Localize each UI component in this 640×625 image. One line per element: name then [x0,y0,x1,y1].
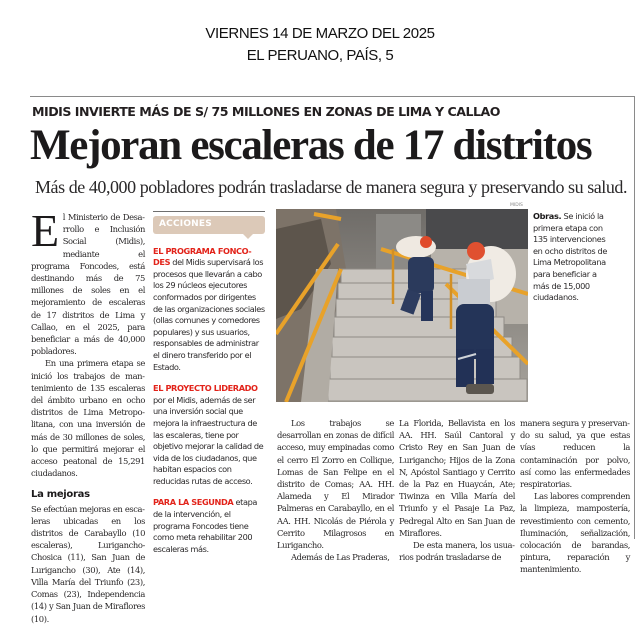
caption-text: Se inició la primera etapa con 135 intervenciones en ocho distritos de Lima Metropolitana para beneficiar a más de 15,000 ciudadanos. [533,211,608,303]
sidebar-item-lead: PARA LA SEGUNDA [153,497,234,508]
photo-workers-on-stairs [276,209,528,402]
sidebar-acciones [153,211,265,565]
sidebar-item [153,497,265,555]
body-paragraph-5-cont: La Florida, Bellavista en los AA. HH. Saúl Cantoral y Cristo Rey en San Juan de Lurigancho; Hijos de la Zona N, Apóstol Santiago y Cerrito de la Paz en Huaycán, Ate; Tiwinza en Villa María del Triunfo y el Pasaje La Paz, Pedregal Alto en San Juan de Miraflores. [399,418,515,538]
drop-cap: E [31,205,59,256]
sidebar-item-lead: EL PROYECTO LIDERADO [153,383,258,394]
sidebar-item-lead: EL PROGRAMA FONCODES [153,245,252,268]
body-paragraph-4: Los trabajos se desarrollan en zonas de difícil acceso, muy empinadas como el cerro El Zorro en Collique, Lomas de San Felipe en el distrito de Comas; AA. HH. Alameda y El Mirador Palmeras en Carabayllo, en el AA. HH. Nicolás de Piérola y Cerrito Milagrosos en Lurigancho. [277,418,394,551]
body-paragraph-3: Se efectúan mejoras en escaleras ubicadas en los distritos de Carabayllo (10 escaleras), Lurigancho-Chosica (11), San Juan de Lurigancho (30), Ate (14), Villa María del Triunfo (23), Comas (23), Independencia (14) y San Juan de Miraflores (10). [31,503,145,624]
photo-caption [533,211,609,304]
body-column-1 [31,205,145,625]
article-deck: Más de 40,000 pobladores podrán trasladarse de manera segura y preservando su salud. [35,177,627,197]
article-headline: Mejoran escaleras de 17 distritos [30,122,592,169]
top-divider [30,96,634,97]
sidebar-item-text: etapa de la intervención, el programa Foncodes tiene como meta rehabilitar 200 escaleras más. [153,497,258,554]
sidebar-item-text: por el Midis, además de ser una inversión social que mejora la infraestructura de las escaleras, tiene por objetivo mejorar la calidad de vida de los ciudadanos, que habitan espacios con reducidas rutas de acceso. [153,394,264,486]
body-column-5 [520,417,630,576]
body-paragraph-6-cont: manera segura y preservando su salud, ya que estas vías reducen la contaminación por polvo, así como las enfermеdades respiratorias. [520,418,630,490]
body-paragraph-1: l Ministerio de Desarrollo e Inclusión Social (Midis), mediante el programa Foncodes, está destinando más de 75 millones de soles en el mejoramiento de escaleras de 17 distritos de Lima y Callao, en el 2025, para beneficiar a más de 40,000 pobladores. [31,212,145,357]
right-divider [634,96,635,539]
subhead-la-mejoras: La mejoras [31,489,90,501]
photo-credit: MIDIS [510,203,523,208]
sidebar-rule [153,211,265,212]
sidebar-item [153,383,265,487]
sidebar-item-text: del Midis supervisará los procesos que llevarán a cabo los 29 núcleos ejecutores conformados por dirigentes de las organizaciones sociales (ollas comunes y comedores populares) y sus usuarios, responsables de administrar el dinero transferido por el Estado. [153,257,265,372]
body-paragraph-6-start: De esta manera, los usuarios podrán trasladarse de [399,540,515,563]
body-paragraph-2: En una primera etapa se inició los trabajos de mantenimiento de 135 escaleras del ámbito urbano en ocho distritos de Lima Metropolitana, con una inversión de más de 30 millones de soles, lo que permitirá mejorar el acceso peatonal de 15,291 ciudadanos. [31,358,145,479]
body-column-3 [277,417,394,563]
body-column-4 [399,417,515,563]
body-paragraph-7: Las labores comprenden la limpieza, mampostería, revestimiento con cemento, Iluminación, señalización, colocación de barandas, pintura, reparación y mantenimiento. [520,491,630,575]
sidebar-tab-acciones: ACCIONES [153,216,265,234]
article-kicker: MIDIS INVIERTE MÁS DE S/ 75 MILLONES EN ZONAS DE LIMA Y CALLAO [32,104,500,119]
source-line: EL PERUANO, PAÍS, 5 [246,47,394,64]
body-paragraph-5-start: Además de Las Praderas, [291,552,390,563]
caption-lead: Obras. [533,211,562,221]
date-line: VIERNES 14 DE MARZO DEL 2025 [205,25,435,42]
article-photo [276,209,528,402]
sidebar-item [153,246,265,374]
